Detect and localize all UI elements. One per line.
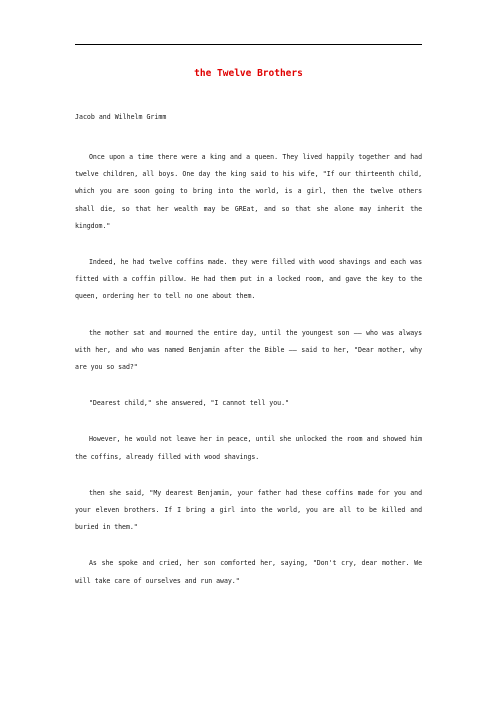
document-body bbox=[75, 149, 422, 609]
document-author: Jacob and Wilhelm Grimm bbox=[75, 113, 167, 121]
paragraph: Indeed, he had twelve coffins made. they were filled with wood shavings and each was fitted with a coffin pillow. He had them put in a locked room, and gave the key to the queen, ordering her to tell no one about them. bbox=[75, 258, 422, 301]
paragraph: However, he would not leave her in peace, until she unlocked the room and showed him the coffins, already filled with wood shavings. bbox=[75, 435, 422, 461]
header-rule bbox=[75, 44, 422, 45]
paragraph: "Dearest child," she answered, "I cannot tell you." bbox=[89, 399, 289, 408]
paragraph: As she spoke and cried, her son comforted her, saying, "Don't cry, dear mother. We will take care of ourselves and run away." bbox=[75, 559, 422, 585]
paragraph: Once upon a time there were a king and a queen. They lived happily together and had twelve children, all boys. One day the king said to his wife, "If our thirteenth child, which you are soon going to bring into the world, is a girl, then the twelve others shall die, so that her wealth may be GREat, and so that she alone may inherit the kingdom." bbox=[75, 153, 422, 230]
paragraph: then she said, "My dearest Benjamin, your father had these coffins made for you and your eleven brothers. If I bring a girl into the world, you are all to be killed and buried in them." bbox=[75, 488, 422, 532]
document-title: the Twelve Brothers bbox=[194, 68, 303, 79]
paragraph: the mother sat and mourned the entire day, until the youngest son —— who was always with her, and who was named Benjamin after the Bible —— said to her, "Dear mother, why are you so sad?" bbox=[75, 328, 422, 372]
